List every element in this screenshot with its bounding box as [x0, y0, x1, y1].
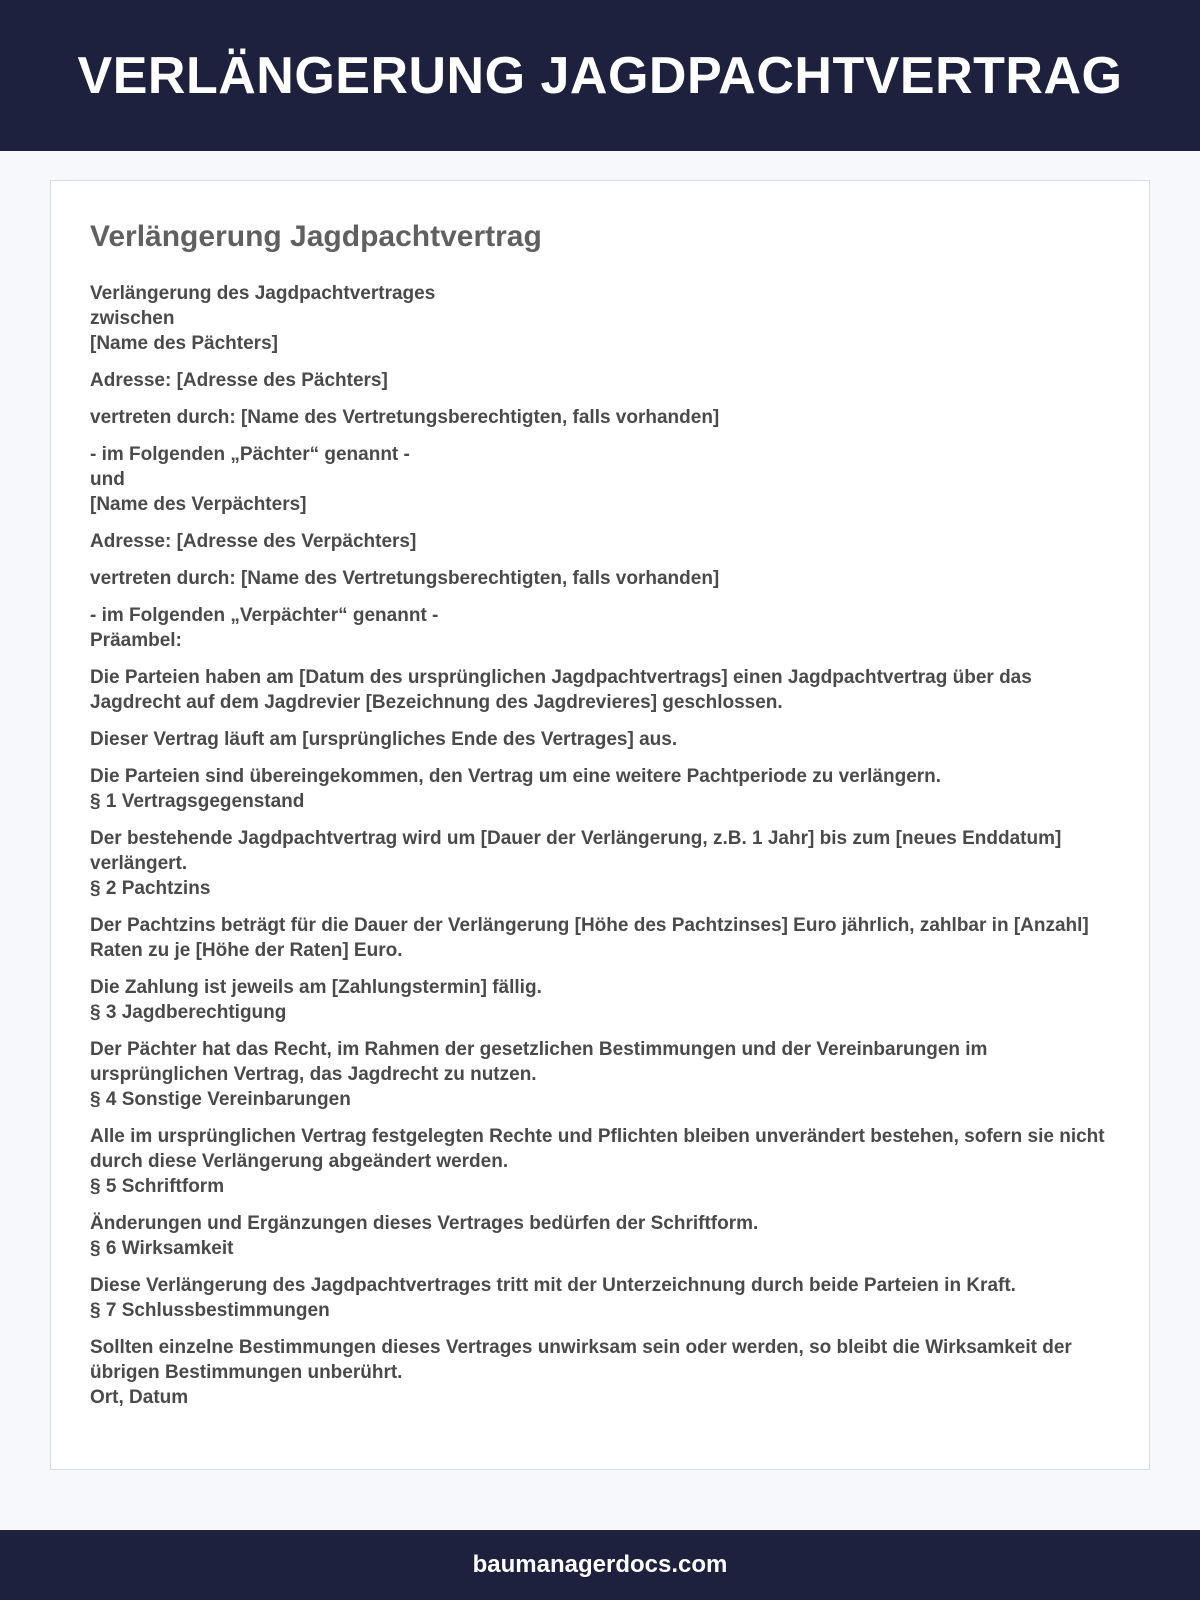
paragraph-lessor-designation: - im Folgenden „Verpächter“ genannt - Präambel:	[90, 605, 439, 651]
document-card	[50, 180, 1150, 1470]
paragraph-lessor-representative: vertreten durch: [Name des Vertretungsberechtigten, falls vorhanden]	[90, 568, 720, 589]
paragraph-section-2-rent: Der Pachtzins beträgt für die Dauer der Verlängerung [Höhe des Pachtzinses] Euro jährlich, zahlbar in [Anzahl] Raten zu je [Höhe der Raten] Euro.	[90, 915, 1089, 961]
paragraph-tenant-representative: vertreten durch: [Name des Vertretungsberechtigten, falls vorhanden]	[90, 407, 720, 428]
paragraph-section-5: Änderungen und Ergänzungen dieses Vertrages bedürfen der Schriftform. § 6 Wirksamkeit	[90, 1213, 759, 1259]
document-title: Verlängerung Jagdpachtvertrag	[90, 220, 542, 253]
paragraph-section-6: Diese Verlängerung des Jagdpachtvertrages tritt mit der Unterzeichnung durch beide Parteien in Kraft. § 7 Schlussbestimmungen	[90, 1275, 1016, 1321]
paragraph-section-4: Alle im ursprünglichen Vertrag festgelegten Rechte und Pflichten bleiben unverändert bestehen, sofern sie nicht durch diese Verlängerung abgeändert werden. § 5 Schriftform	[90, 1126, 1105, 1197]
paragraph-tenant-address: Adresse: [Adresse des Pächters]	[90, 370, 388, 391]
header-title: VERLÄNGERUNG JAGDPACHTVERTRAG	[77, 46, 1123, 105]
footer-banner	[0, 1530, 1200, 1600]
paragraph-section-2-payment: Die Zahlung ist jeweils am [Zahlungstermin] fällig. § 3 Jagdberechtigung	[90, 977, 542, 1023]
header-banner	[0, 0, 1200, 151]
paragraph-preamble-agreement: Die Parteien sind übereingekommen, den Vertrag um eine weitere Pachtperiode zu verlängern. § 1 Vertragsgegenstand	[90, 766, 942, 812]
paragraph-preamble-original-contract: Die Parteien haben am [Datum des ursprünglichen Jagdpachtvertrags] einen Jagdpachtvertrag über das Jagdrecht auf dem Jagdrevier [Bezeichnung des Jagdrevieres] geschlossen.	[90, 667, 1032, 713]
paragraph-section-1: Der bestehende Jagdpachtvertrag wird um [Dauer der Verlängerung, z.B. 1 Jahr] bis zum [neues Enddatum] verlängert. § 2 Pachtzins	[90, 828, 1062, 899]
document-body	[90, 281, 1109, 1410]
paragraph-section-7: Sollten einzelne Bestimmungen dieses Vertrages unwirksam sein oder werden, so bleibt die Wirksamkeit der übrigen Bestimmungen unberührt. Ort, Datum	[90, 1337, 1072, 1408]
paragraph-tenant-designation: - im Folgenden „Pächter“ genannt - und [Name des Verpächters]	[90, 444, 410, 515]
footer-site-link[interactable]: baumanagerdocs.com	[472, 1551, 728, 1578]
paragraph-section-3: Der Pächter hat das Recht, im Rahmen der gesetzlichen Bestimmungen und der Vereinbarungen im ursprünglichen Vertrag, das Jagdrecht zu nutzen. § 4 Sonstige Vereinbarungen	[90, 1039, 988, 1110]
paragraph-lessor-address: Adresse: [Adresse des Verpächters]	[90, 531, 417, 552]
paragraph-parties-intro: Verlängerung des Jagdpachtvertrages zwischen [Name des Pächters]	[90, 283, 436, 354]
paragraph-preamble-expiry: Dieser Vertrag läuft am [ursprüngliches Ende des Vertrages] aus.	[90, 729, 678, 750]
